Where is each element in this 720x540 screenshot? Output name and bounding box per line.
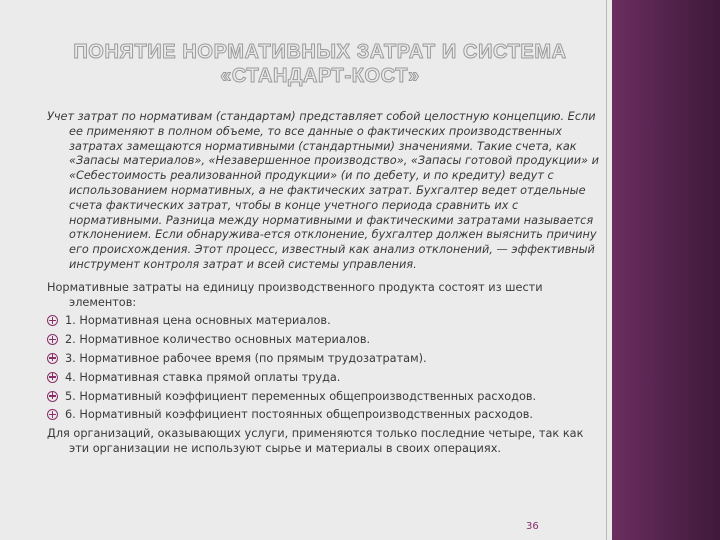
elements-intro: Нормативные затраты на единицу производственного продукта состоят из шести элементов: — [47, 280, 543, 309]
slide-title: ПОНЯТИЕ НОРМАТИВНЫХ ЗАТРАТ И СИСТЕМА «СТАНДАРТ-КОСТ» — [73, 41, 567, 87]
circled-plus-icon — [47, 315, 58, 326]
elements-list — [47, 314, 601, 423]
circled-plus-icon — [47, 409, 58, 420]
list-item: 5. Нормативный коэффициент переменных общепроизводственных расходов. — [47, 390, 601, 405]
panel-divider — [606, 0, 607, 540]
circled-plus-icon — [47, 334, 58, 345]
decorative-side-panel — [612, 0, 720, 540]
conclusion-paragraph: Для организаций, оказывающих услуги, применяются только последние четыре, так как эти организации не используют сырье и материалы в своих операциях. — [47, 427, 584, 455]
list-item: 2. Нормативное количество основных материалов. — [47, 333, 601, 348]
list-item: 4. Нормативная ставка прямой оплаты труда. — [47, 371, 601, 386]
circled-plus-icon — [47, 391, 58, 402]
list-item: 3. Нормативное рабочее время (по прямым трудозатратам). — [47, 352, 601, 367]
intro-paragraph: Учет затрат по нормативам (стандартам) представляет собой целостную концепцию. Если ее применяют в полном объеме, то все данные о фактических производственных затратах замещаются нормативными (стандартными) значениями. Такие счета, как «Запасы материалов», «Незавершенное производство», «Запасы готовой продукции» и «Себестоимость реализованной продукции» (и по дебету, и по кредиту) ведут с использованием нормативных, а не фактических затрат. Бухгалтер ведет отдельные счета фактических затрат, чтобы в конце учетного периода сравнить их с нормативными. Разница между нормативными и фактическими затратами называется отклонением. Если обнаружива-ется отклонение, бухгалтер должен выяснить причину его происхождения. Этот процесс, известный как анализ отклонений, — эффективный инструмент контроля затрат и всей системы управления. — [47, 110, 599, 271]
circled-plus-icon — [47, 372, 58, 383]
slide-body — [47, 110, 601, 458]
list-item: 6. Нормативный коэффициент постоянных общепроизводственных расходов. — [47, 408, 601, 423]
list-item: 1. Нормативная цена основных материалов. — [47, 314, 601, 329]
page-number: 36 — [526, 521, 539, 532]
circled-plus-icon — [47, 353, 58, 364]
